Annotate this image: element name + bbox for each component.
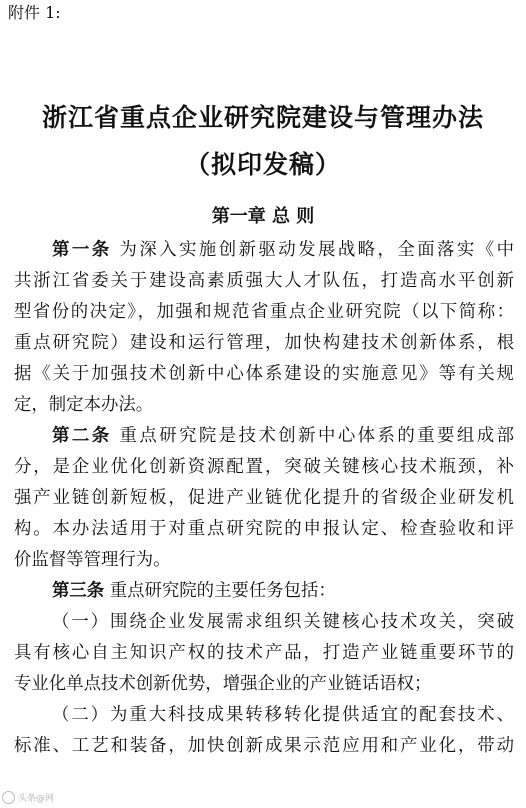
paragraph-line: 分，是企业优化创新资源配置，突破关键核心技术瓶颈，补 — [14, 457, 514, 477]
paragraph-line: 重点研究院的主要任务包括： — [109, 581, 336, 601]
article-1-label: 第一条 — [52, 240, 112, 260]
paragraph-line: 重点研究院）建设和运行管理，加快构建技术创新体系，根 — [14, 333, 514, 353]
paragraph-line: 型省份的决定》，加强和规范省重点企业研究院（以下简称： — [14, 302, 514, 322]
article-3-label: 第三条 — [52, 581, 105, 601]
paragraph-line: 定，制定本办法。 — [14, 395, 154, 415]
paragraph-line: （一）围绕企业发展需求组织关键核心技术攻关，突破 — [52, 612, 514, 632]
paragraph-line: 重点研究院是技术创新中心体系的重要组成部 — [119, 426, 514, 446]
paragraph-line: 共浙江省委关于建设高素质强大人才队伍，打造高水平创新 — [14, 271, 514, 291]
article-2-label: 第二条 — [52, 426, 112, 446]
paragraph-line: 专业化单点技术创新优势，增强企业的产业链话语权； — [14, 674, 432, 694]
paragraph-line: 价监督等管理行为。 — [14, 550, 171, 570]
document-body — [14, 235, 514, 762]
document-title: 浙江省重点企业研究院建设与管理办法 — [41, 103, 484, 132]
paragraph-line: 标准、工艺和装备，加快创新成果示范应用和产业化，带动 — [14, 736, 514, 756]
article-2-first-line — [14, 421, 514, 452]
paragraph-line: （二）为重大科技成果转移转化提供适宜的配套技术、 — [52, 705, 514, 725]
document-subtitle: （拟印发稿） — [184, 150, 341, 179]
watermark-text: 头条@网 — [18, 794, 55, 804]
paragraph-line: 具有核心自主知识产权的技术产品，打造产业链重要环节的 — [14, 643, 514, 663]
paragraph-line: 强产业链创新短板，促进产业链优化提升的省级企业研发机 — [14, 488, 514, 508]
chapter-heading: 第一章 总 则 — [211, 206, 315, 227]
watermark — [2, 791, 54, 804]
watermark-icon — [2, 791, 15, 804]
attachment-label: 附件 1: — [8, 3, 61, 22]
paragraph-line: 构。本办法适用于对重点研究院的申报认定、检查验收和评 — [14, 519, 514, 539]
paragraph-line: 为深入实施创新驱动发展战略，全面落实《中 — [119, 240, 514, 260]
article-1-first-line — [14, 235, 514, 266]
paragraph-line: 据《关于加强技术创新中心体系建设的实施意见》等有关规 — [14, 364, 514, 384]
article-3-first-line — [14, 576, 514, 607]
